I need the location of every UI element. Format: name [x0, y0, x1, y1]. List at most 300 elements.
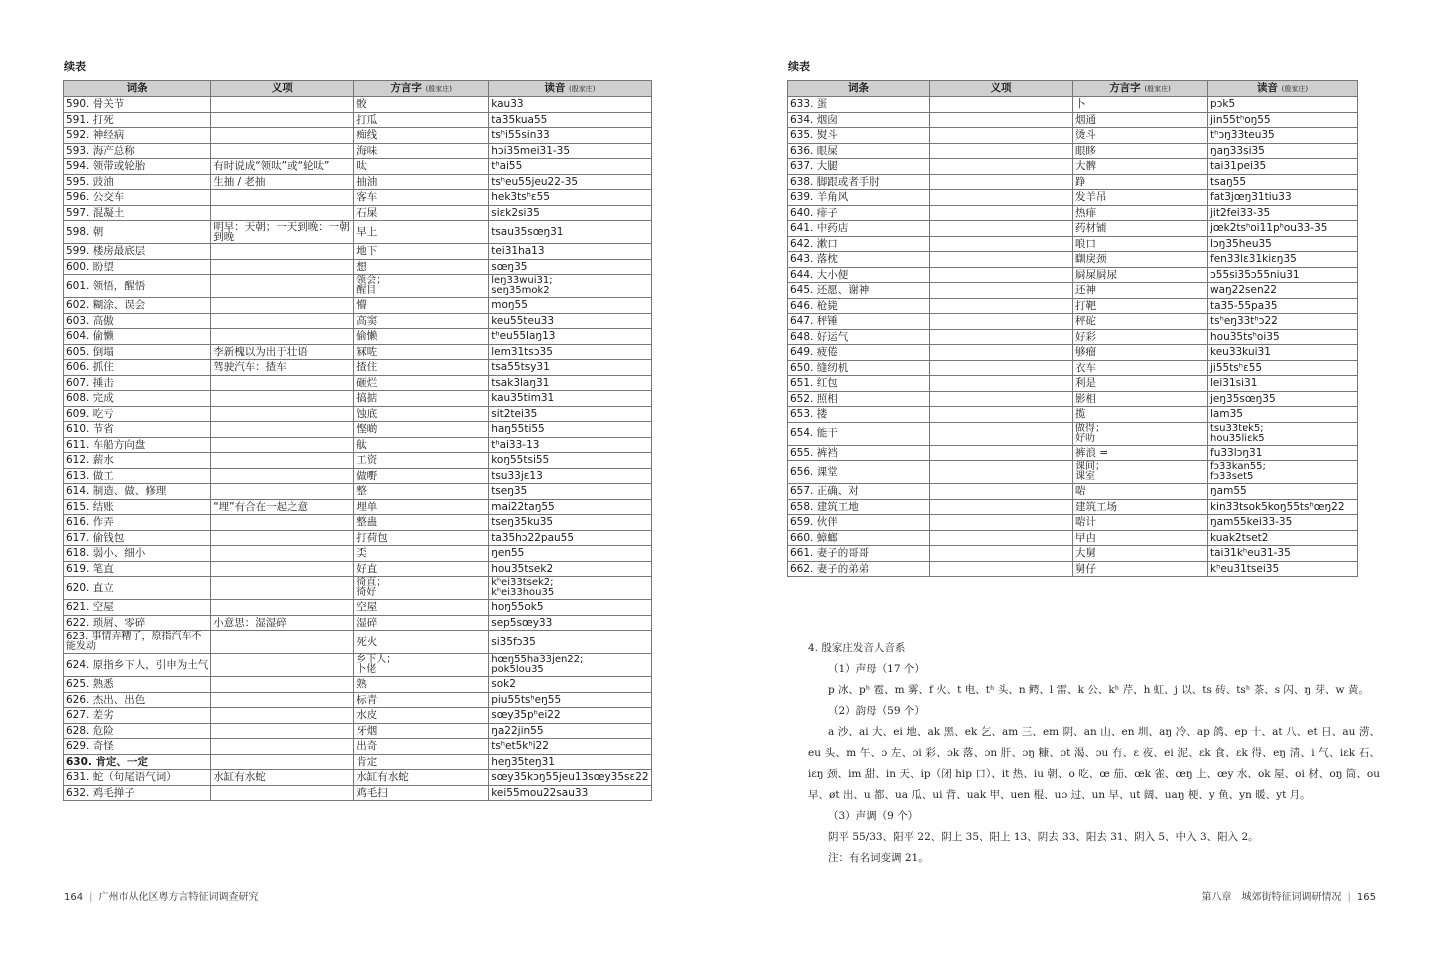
- header-pronunciation: 读音 (殷家庄): [489, 81, 651, 97]
- cell-entry: 658. 建筑工地: [788, 499, 930, 515]
- cell-entry: 609. 吃亏: [64, 406, 211, 422]
- phonology-section: [808, 638, 1380, 869]
- cell-pronunciation: ŋaŋ33si35: [1208, 143, 1358, 159]
- cell-meaning: [930, 499, 1073, 515]
- cell-entry: 632. 鸡毛掸子: [64, 785, 211, 801]
- table-row: [788, 128, 1358, 144]
- cell-meaning: [211, 422, 354, 438]
- cell-dialect-char: 蚀底: [354, 406, 489, 422]
- cell-meaning: [211, 546, 354, 562]
- cell-pronunciation: sœy35pʰei22: [489, 708, 651, 724]
- table-row: [788, 190, 1358, 206]
- cell-pronunciation: tʰai33-13: [489, 437, 651, 453]
- vocab-table: [63, 80, 652, 801]
- cell-dialect-char: 痴线: [354, 128, 489, 144]
- cell-pronunciation: leŋ33wui31; seŋ35mok2: [489, 275, 651, 298]
- cell-pronunciation: fu33lɔŋ31: [1208, 445, 1358, 461]
- table-row: [64, 515, 652, 531]
- cell-meaning: [930, 391, 1073, 407]
- cell-meaning: [930, 445, 1073, 461]
- cell-entry: 637. 大腿: [788, 159, 930, 175]
- cell-entry: 615. 结账: [64, 499, 211, 515]
- cell-entry: 614. 制造、做、修理: [64, 484, 211, 500]
- cell-pronunciation: sit2tei35: [489, 406, 651, 422]
- cell-pronunciation: tsa55tsy31: [489, 360, 651, 376]
- cell-dialect-char: 空屋: [354, 600, 489, 616]
- cell-pronunciation: tsau35sœŋ31: [489, 221, 651, 244]
- header-dialect-char: 方言字 (殷家庄): [1073, 81, 1208, 97]
- cell-dialect-char: 热痱: [1073, 205, 1208, 221]
- table-row: [64, 275, 652, 298]
- cell-pronunciation: kuak2tset2: [1208, 530, 1358, 546]
- table-row: [788, 391, 1358, 407]
- cell-pronunciation: lem31tsɔ35: [489, 344, 651, 360]
- table-row: [64, 205, 652, 221]
- cell-dialect-char: 徛直； 徛好: [354, 577, 489, 600]
- table-row: [64, 739, 652, 755]
- cell-meaning: [930, 174, 1073, 190]
- cell-entry: 618. 弱小、细小: [64, 546, 211, 562]
- cell-pronunciation: tseŋ35ku35: [489, 515, 651, 531]
- table-row: [788, 112, 1358, 128]
- cell-pronunciation: tai31pei35: [1208, 159, 1358, 175]
- cell-pronunciation: fɔ33kan55; fɔ33set5: [1208, 461, 1358, 484]
- cell-entry: 656. 课堂: [788, 461, 930, 484]
- cell-pronunciation: keu33kui31: [1208, 345, 1358, 361]
- cell-dialect-char: 懵: [354, 298, 489, 314]
- cell-meaning: [211, 631, 354, 654]
- cell-dialect-char: 工资: [354, 453, 489, 469]
- table-row: [788, 376, 1358, 392]
- cell-pronunciation: tsʰet5kʰi22: [489, 739, 651, 755]
- cell-dialect-char: 还神: [1073, 283, 1208, 299]
- cell-dialect-char: 搞掂: [354, 391, 489, 407]
- cell-meaning: [211, 754, 354, 770]
- cell-pronunciation: si35fɔ35: [489, 631, 651, 654]
- table-row: [788, 283, 1358, 299]
- cell-dialect-char: 好直: [354, 561, 489, 577]
- cell-entry: 597. 混凝土: [64, 205, 211, 221]
- cell-dialect-char: 舅仔: [1073, 561, 1208, 577]
- table-row: [788, 159, 1358, 175]
- cell-meaning: [930, 530, 1073, 546]
- cell-dialect-char: 整: [354, 484, 489, 500]
- cell-dialect-char: 乡下人； 卜佬: [354, 654, 489, 677]
- table-row: [64, 453, 652, 469]
- cell-pronunciation: ŋam55kei33-35: [1208, 515, 1358, 531]
- cell-dialect-char: 利是: [1073, 376, 1208, 392]
- cell-pronunciation: hɔi35mei31-35: [489, 143, 651, 159]
- cell-meaning: [211, 677, 354, 693]
- table-row: [64, 677, 652, 693]
- cell-dialect-char: 发羊吊: [1073, 190, 1208, 206]
- cell-dialect-char: 够瘤: [1073, 345, 1208, 361]
- cell-entry: 646. 枪毙: [788, 298, 930, 314]
- cell-pronunciation: tsʰi55sin33: [489, 128, 651, 144]
- table-row: [788, 445, 1358, 461]
- table-header-row: [788, 81, 1358, 97]
- finals-text: a 沙、ai 大、ei 地、ak 黑、ek 乞、am 三、em 阴、an 山、en 圳、aŋ 冷、ap 鸽、ep 十、at 八、et 日、au 涝、eu 头、m 午、ɔ 左、ɔi 彩、ɔk 落、ɔn 肝、ɔŋ 糠、ɔt 渴、ɔu 冇、ɛ 夜、ei 泥、ɛk 食、ɛk 得、eŋ 清、i 气、iɛk 石、iɛŋ 颈、im 甜、in 天、ip（闭 hip 口）、it 热、iu 朝、o 吃、œ 茄、œk 雀、œŋ 上、œy 水、ok 屋、oi 材、oŋ 筒、ou 早、øt 出、u 都、ua 瓜、ui 背、uak 甲、uen 棍、uɔ 过、un 早、ut 阔、uaŋ 梗、y 鱼、yn 暖、yt 月。: [808, 726, 1380, 801]
- table-row: [64, 615, 652, 631]
- table-row: [64, 484, 652, 500]
- cell-dialect-char: 秤砣: [1073, 314, 1208, 330]
- cell-dialect-char: 高窦: [354, 313, 489, 329]
- cell-pronunciation: tʰai55: [489, 159, 651, 175]
- table-row: [64, 174, 652, 190]
- table-row: [788, 407, 1358, 423]
- cell-dialect-char: 砸烂: [354, 375, 489, 391]
- cell-meaning: 水缸有水蛇: [211, 770, 354, 786]
- cell-entry: 620. 直立: [64, 577, 211, 600]
- table-row: [64, 143, 652, 159]
- table-row: [788, 236, 1358, 252]
- cell-entry: 598. 朝: [64, 221, 211, 244]
- vocab-table: [787, 80, 1358, 577]
- section-title: 4. 殷家庄发音人音系: [808, 642, 906, 654]
- left-footer: 164 | 广州市从化区粤方言特征词调查研究: [64, 892, 259, 903]
- table-row: [788, 360, 1358, 376]
- cell-meaning: [930, 407, 1073, 423]
- header-pronunciation: 读音 (殷家庄): [1208, 81, 1358, 97]
- cell-dialect-char: 屙屎屙尿: [1073, 267, 1208, 283]
- cell-pronunciation: kʰei33tsek2; kʰei33hou35: [489, 577, 651, 600]
- book-title: 广州市从化区粤方言特征词调查研究: [98, 892, 259, 903]
- cell-dialect-char: 牙烟: [354, 723, 489, 739]
- table-row: [64, 561, 652, 577]
- cell-meaning: [930, 298, 1073, 314]
- cell-pronunciation: tei31ha13: [489, 244, 651, 260]
- cell-entry: 610. 节省: [64, 422, 211, 438]
- cell-entry: 624. 原指乡下人，引申为土气: [64, 654, 211, 677]
- header-dialect-char: 方言字 (殷家庄): [354, 81, 489, 97]
- table-row: [64, 723, 652, 739]
- cell-meaning: [211, 259, 354, 275]
- cell-meaning: [211, 561, 354, 577]
- cell-entry: 619. 笔直: [64, 561, 211, 577]
- cell-entry: 595. 豉油: [64, 174, 211, 190]
- cell-entry: 642. 漱口: [788, 236, 930, 252]
- cell-dialect-char: 课间； 课室: [1073, 461, 1208, 484]
- cell-dialect-char: 打荷包: [354, 530, 489, 546]
- cell-dialect-char: 地下: [354, 244, 489, 260]
- cell-dialect-char: 啱: [1073, 484, 1208, 500]
- cell-dialect-char: 奀: [354, 546, 489, 562]
- cell-entry: 623. 事情弄糟了，原指汽车不 能发动: [64, 631, 211, 654]
- cell-pronunciation: jin55tʰoŋ55: [1208, 112, 1358, 128]
- cell-meaning: [930, 159, 1073, 175]
- cell-pronunciation: hek3tsʰɛ55: [489, 190, 651, 206]
- cell-entry: 631. 蛇（句尾语气词）: [64, 770, 211, 786]
- cell-pronunciation: hœŋ55ha33jen22; pok5lou35: [489, 654, 651, 677]
- cell-meaning: [930, 546, 1073, 562]
- cell-meaning: [930, 267, 1073, 283]
- cell-pronunciation: tsaŋ55: [1208, 174, 1358, 190]
- cell-meaning: [211, 128, 354, 144]
- cell-dialect-char: 好彩: [1073, 329, 1208, 345]
- cell-pronunciation: tseŋ35: [489, 484, 651, 500]
- cell-dialect-char: 大髀: [1073, 159, 1208, 175]
- table-row: [64, 406, 652, 422]
- cell-entry: 612. 薪水: [64, 453, 211, 469]
- cell-pronunciation: fat3jœŋ31tiu33: [1208, 190, 1358, 206]
- cell-pronunciation: tsʰeu55jeu22-35: [489, 174, 651, 190]
- cell-dialect-char: 骹: [354, 97, 489, 113]
- cell-dialect-char: 啱计: [1073, 515, 1208, 531]
- table-row: [64, 128, 652, 144]
- cell-meaning: [211, 329, 354, 345]
- table-row: [64, 785, 652, 801]
- cell-dialect-char: 标青: [354, 692, 489, 708]
- table-row: [788, 174, 1358, 190]
- cell-meaning: [930, 97, 1073, 113]
- page-number: 164: [64, 892, 84, 903]
- cell-meaning: [211, 468, 354, 484]
- cell-entry: 635. 熨斗: [788, 128, 930, 144]
- cell-dialect-char: 舦: [354, 437, 489, 453]
- cell-meaning: [930, 484, 1073, 500]
- cell-dialect-char: 冧咗: [354, 344, 489, 360]
- cell-entry: 626. 杰出、出色: [64, 692, 211, 708]
- cell-dialect-char: 药材铺: [1073, 221, 1208, 237]
- cell-pronunciation: ta35-55pa35: [1208, 298, 1358, 314]
- cell-meaning: [211, 313, 354, 329]
- cell-pronunciation: ɔ55si35ɔ55niu31: [1208, 267, 1358, 283]
- cell-pronunciation: sœŋ35: [489, 259, 651, 275]
- table-row: [788, 345, 1358, 361]
- cell-dialect-char: 衣车: [1073, 360, 1208, 376]
- table-row: [788, 329, 1358, 345]
- cell-meaning: [211, 654, 354, 677]
- cell-meaning: [211, 298, 354, 314]
- cell-pronunciation: hou35tsek2: [489, 561, 651, 577]
- cell-entry: 649. 疲倦: [788, 345, 930, 361]
- cell-entry: 599. 楼房最底层: [64, 244, 211, 260]
- cell-entry: 601. 领悟，醒悟: [64, 275, 211, 298]
- cell-entry: 647. 秤锤: [788, 314, 930, 330]
- cell-dialect-char: 鸡毛扫: [354, 785, 489, 801]
- cell-meaning: [930, 221, 1073, 237]
- cell-meaning: [930, 515, 1073, 531]
- cell-dialect-char: 水皮: [354, 708, 489, 724]
- cell-entry: 603. 高傲: [64, 313, 211, 329]
- cell-dialect-char: 做嘢: [354, 468, 489, 484]
- cell-pronunciation: kau33: [489, 97, 651, 113]
- cell-dialect-char: 出奇: [354, 739, 489, 755]
- cell-entry: 636. 眼屎: [788, 143, 930, 159]
- cell-meaning: 有时说成“领呔”或“轮呔”: [211, 159, 354, 175]
- cell-meaning: [211, 112, 354, 128]
- cell-entry: 662. 妻子的弟弟: [788, 561, 930, 577]
- cell-pronunciation: lei31si31: [1208, 376, 1358, 392]
- cell-dialect-char: 水缸有水蛇: [354, 770, 489, 786]
- cell-entry: 643. 落枕: [788, 252, 930, 268]
- cell-entry: 596. 公交车: [64, 190, 211, 206]
- left-table-body: [64, 97, 652, 801]
- cell-dialect-char: 影相: [1073, 391, 1208, 407]
- cell-meaning: 明早：天朝；一天到晚：一朝到晚: [211, 221, 354, 244]
- cell-dialect-char: 客车: [354, 190, 489, 206]
- cell-pronunciation: tsu33tɐk5; hou35liɛk5: [1208, 422, 1358, 445]
- cell-entry: 659. 伙伴: [788, 515, 930, 531]
- finals-title: （2）韵母（59 个）: [828, 705, 925, 717]
- cell-pronunciation: tsu33jɛ13: [489, 468, 651, 484]
- cell-pronunciation: lɔŋ35heu35: [1208, 236, 1358, 252]
- chapter-title: 第八章 城郊街特征词调研情况: [1201, 892, 1342, 903]
- cell-entry: 611. 车船方向盘: [64, 437, 211, 453]
- table-row: [64, 190, 652, 206]
- cell-dialect-char: 偷懒: [354, 329, 489, 345]
- cell-pronunciation: waŋ22sen22: [1208, 283, 1358, 299]
- cell-entry: 644. 大小便: [788, 267, 930, 283]
- table-row: [64, 577, 652, 600]
- cell-entry: 654. 能干: [788, 422, 930, 445]
- table-row: [64, 375, 652, 391]
- cell-pronunciation: moŋ55: [489, 298, 651, 314]
- cell-dialect-char: 石屎: [354, 205, 489, 221]
- cell-meaning: [211, 723, 354, 739]
- cell-meaning: [930, 360, 1073, 376]
- cell-meaning: [930, 143, 1073, 159]
- cell-dialect-char: 打瓜: [354, 112, 489, 128]
- cell-entry: 608. 完成: [64, 391, 211, 407]
- cell-dialect-char: 肯定: [354, 754, 489, 770]
- cell-meaning: 小意思：湿湿碎: [211, 615, 354, 631]
- table-row: [64, 437, 652, 453]
- cell-meaning: [930, 283, 1073, 299]
- cell-dialect-char: 卜: [1073, 97, 1208, 113]
- cell-meaning: 生抽 / 老抽: [211, 174, 354, 190]
- cell-pronunciation: tʰɔŋ33teu35: [1208, 128, 1358, 144]
- cell-entry: 616. 作弄: [64, 515, 211, 531]
- cell-dialect-char: 整蛊: [354, 515, 489, 531]
- cell-meaning: [930, 190, 1073, 206]
- table-row: [64, 244, 652, 260]
- table-row: [788, 298, 1358, 314]
- table-row: [64, 97, 652, 113]
- cell-dialect-char: 早上: [354, 221, 489, 244]
- right-page: [720, 0, 1440, 960]
- table-row: [64, 770, 652, 786]
- cell-pronunciation: kau35tim31: [489, 391, 651, 407]
- table-row: [64, 298, 652, 314]
- initials-text: p 冰、pʰ 雹、m 雾、f 火、t 电、tʰ 头、n 鳄、l 雷、k 公、kʰ 芹、h 虹、j 以、ts 砖、tsʰ 茶、s 闪、ŋ 芽、w 黄。: [828, 684, 1369, 696]
- cell-meaning: [211, 406, 354, 422]
- cell-meaning: [211, 600, 354, 616]
- table-row: [64, 159, 652, 175]
- cell-pronunciation: jœk2tsʰoi11pʰou33-35: [1208, 221, 1358, 237]
- table-row: [788, 561, 1358, 577]
- cell-dialect-char: 做得； 好叻: [1073, 422, 1208, 445]
- cell-entry: 600. 盼望: [64, 259, 211, 275]
- table-row: [64, 600, 652, 616]
- table-row: [788, 499, 1358, 515]
- cell-pronunciation: kin33tsok5koŋ55tsʰœŋ22: [1208, 499, 1358, 515]
- cell-entry: 606. 抓住: [64, 360, 211, 376]
- table-row: [64, 654, 652, 677]
- table-row: [788, 314, 1358, 330]
- cell-entry: 593. 海产总称: [64, 143, 211, 159]
- cell-meaning: [930, 128, 1073, 144]
- cell-pronunciation: ta35hɔ22pau55: [489, 530, 651, 546]
- cell-meaning: [930, 314, 1073, 330]
- cell-meaning: [211, 785, 354, 801]
- cell-pronunciation: sok2: [489, 677, 651, 693]
- cell-entry: 638. 脚跟或者手肘: [788, 174, 930, 190]
- cell-pronunciation: lam35: [1208, 407, 1358, 423]
- cell-pronunciation: sœy35kɔŋ55jeu13sœy35sɛ22: [489, 770, 651, 786]
- table-row: [64, 468, 652, 484]
- cell-meaning: [211, 739, 354, 755]
- table-row: [788, 97, 1358, 113]
- cell-meaning: [930, 329, 1073, 345]
- cell-meaning: [211, 375, 354, 391]
- cell-meaning: [211, 530, 354, 546]
- cell-meaning: [930, 376, 1073, 392]
- table-row: [64, 708, 652, 724]
- cell-pronunciation: mai22taŋ55: [489, 499, 651, 515]
- cell-meaning: [211, 143, 354, 159]
- cell-entry: 629. 奇怪: [64, 739, 211, 755]
- cell-dialect-char: 领会； 醒目: [354, 275, 489, 298]
- header-meaning: 义项: [211, 81, 354, 97]
- cell-pronunciation: tsʰeŋ33tʰɔ22: [1208, 314, 1358, 330]
- cell-meaning: [211, 484, 354, 500]
- cell-entry: 621. 空屋: [64, 600, 211, 616]
- table-row: [788, 530, 1358, 546]
- table-row: [64, 344, 652, 360]
- cell-entry: 645. 还愿、谢神: [788, 283, 930, 299]
- cell-dialect-char: 海味: [354, 143, 489, 159]
- cell-dialect-char: 揸住: [354, 360, 489, 376]
- table-row: [64, 313, 652, 329]
- table-row: [64, 546, 652, 562]
- cell-pronunciation: haŋ55ti55: [489, 422, 651, 438]
- table-row: [64, 329, 652, 345]
- cell-entry: 651. 红包: [788, 376, 930, 392]
- table-row: [64, 754, 652, 770]
- cell-dialect-char: 想: [354, 259, 489, 275]
- cell-entry: 625. 熟悉: [64, 677, 211, 693]
- cell-entry: 613. 做工: [64, 468, 211, 484]
- cell-meaning: [930, 422, 1073, 445]
- table-row: [788, 546, 1358, 562]
- tones-text: 阴平 55/33、阳平 22、阴上 35、阳上 13、阴去 33、阳去 31、阴入 5、中入 3、阳入 2。: [828, 831, 1259, 843]
- cell-meaning: [930, 205, 1073, 221]
- cell-entry: 617. 偷钱包: [64, 530, 211, 546]
- cell-pronunciation: heŋ35teŋ31: [489, 754, 651, 770]
- header-entry: 词条: [64, 81, 211, 97]
- table-row: [64, 221, 652, 244]
- table-header-row: [64, 81, 652, 97]
- continuation-title: 续表: [788, 60, 810, 73]
- cell-dialect-char: 打靶: [1073, 298, 1208, 314]
- cell-dialect-char: 抽油: [354, 174, 489, 190]
- table-row: [788, 461, 1358, 484]
- right-footer: 第八章 城郊街特征词调研情况 | 165: [1201, 892, 1376, 903]
- cell-meaning: [930, 345, 1073, 361]
- cell-meaning: [211, 453, 354, 469]
- cell-meaning: [930, 252, 1073, 268]
- cell-meaning: [211, 275, 354, 298]
- cell-dialect-char: 呔: [354, 159, 489, 175]
- cell-pronunciation: koŋ55tsi55: [489, 453, 651, 469]
- cell-meaning: [211, 97, 354, 113]
- cell-pronunciation: hou35tsʰoi35: [1208, 329, 1358, 345]
- cell-entry: 634. 烟囱: [788, 112, 930, 128]
- cell-entry: 590. 骨关节: [64, 97, 211, 113]
- table-row: [788, 515, 1358, 531]
- table-row: [64, 422, 652, 438]
